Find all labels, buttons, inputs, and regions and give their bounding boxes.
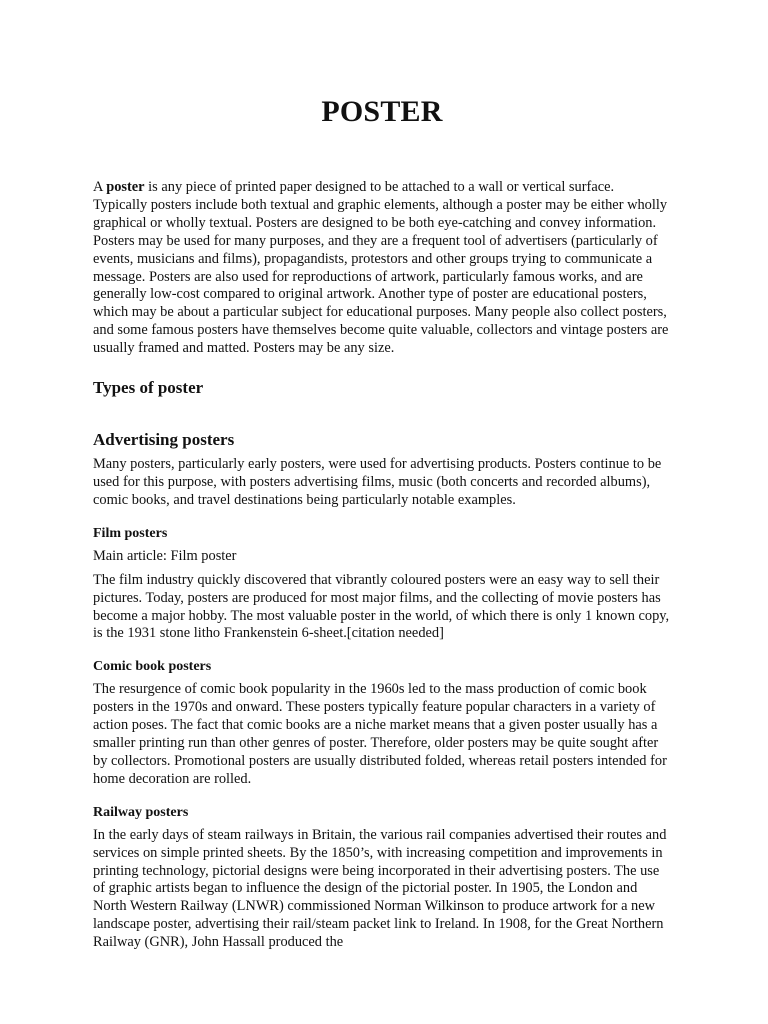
comic-heading: Comic book posters	[93, 659, 212, 675]
advertising-heading: Advertising posters	[93, 430, 235, 450]
types-heading: Types of poster	[93, 378, 204, 398]
page-title: POSTER	[321, 95, 443, 128]
railway-heading: Railway posters	[93, 804, 189, 820]
railway-paragraph: In the early days of steam railways in Britain, the various rail companies advertised their routes and services on simple printed sheets. By the 1850’s, with increasing competition and improvements in printing technology, pictorial designs were being incorporated in their advertising posters. The use of graphic artists began to influence the design of the pictorial poster. In 1905, the London and North Western Railway (LNWR) commissioned Norman Wilkinson to produce artwork for a new landscape poster, advertising their rail/steam packet link to Ireland. In 1908, for the Great Northern Railway (GNR), John Hassall produced the	[93, 826, 667, 951]
intro-term: poster	[106, 179, 145, 195]
film-main-article-note: Main article: Film poster	[93, 547, 237, 564]
comic-paragraph: The resurgence of comic book popularity in the 1960s led to the mass production of comic book posters in the 1970s and onward. These posters typically feature popular characters in a variety of action poses. The fact that comic books are a niche market means that a given poster usually has a smaller printing run than other genres of poster. Therefore, older posters may be quite sought after by collectors. Promotional posters are usually distributed folded, whereas retail posters intended for home decoration are rolled.	[93, 681, 667, 787]
document-content	[93, 94, 671, 952]
intro-lead: A	[93, 179, 107, 195]
film-paragraph: The film industry quickly discovered that vibrantly coloured posters were an easy way to sell their pictures. Today, posters are produced for most major films, and the collecting of movie posters has become a major hobby. The most valuable poster in the world, of which there is only 1 known copy, is the 1931 stone litho Frankenstein 6-sheet.[citation needed]	[93, 571, 670, 642]
intro-rest: is any piece of printed paper designed to be attached to a wall or vertical surface. Typically posters include both textual and graphic elements, although a poster may be either wholly graphical or wholly textual. Posters are designed to be both eye-catching and convey information. Posters may be used for many purposes, and they are a frequent tool of advertisers (particularly of events, musicians and films), propagandists, protestors and other groups trying to communicate a message. Posters are also used for reproductions of artwork, particularly famous works, and are generally low-cost compared to original artwork. Another type of poster are educational posters, which may be about a particular subject for educational purposes. Many people also collect posters, and some famous posters have themselves become quite valuable, collectors and vintage posters are usually framed and matted. Posters may be any size.	[93, 179, 669, 357]
film-heading: Film posters	[93, 525, 168, 541]
intro-paragraph	[93, 179, 671, 358]
advertising-paragraph: Many posters, particularly early posters, were used for advertising products. Posters continue to be used for this purpose, with posters advertising films, music (both concerts and recorded albums), comic books, and travel destinations being particularly notable examples.	[93, 456, 662, 508]
